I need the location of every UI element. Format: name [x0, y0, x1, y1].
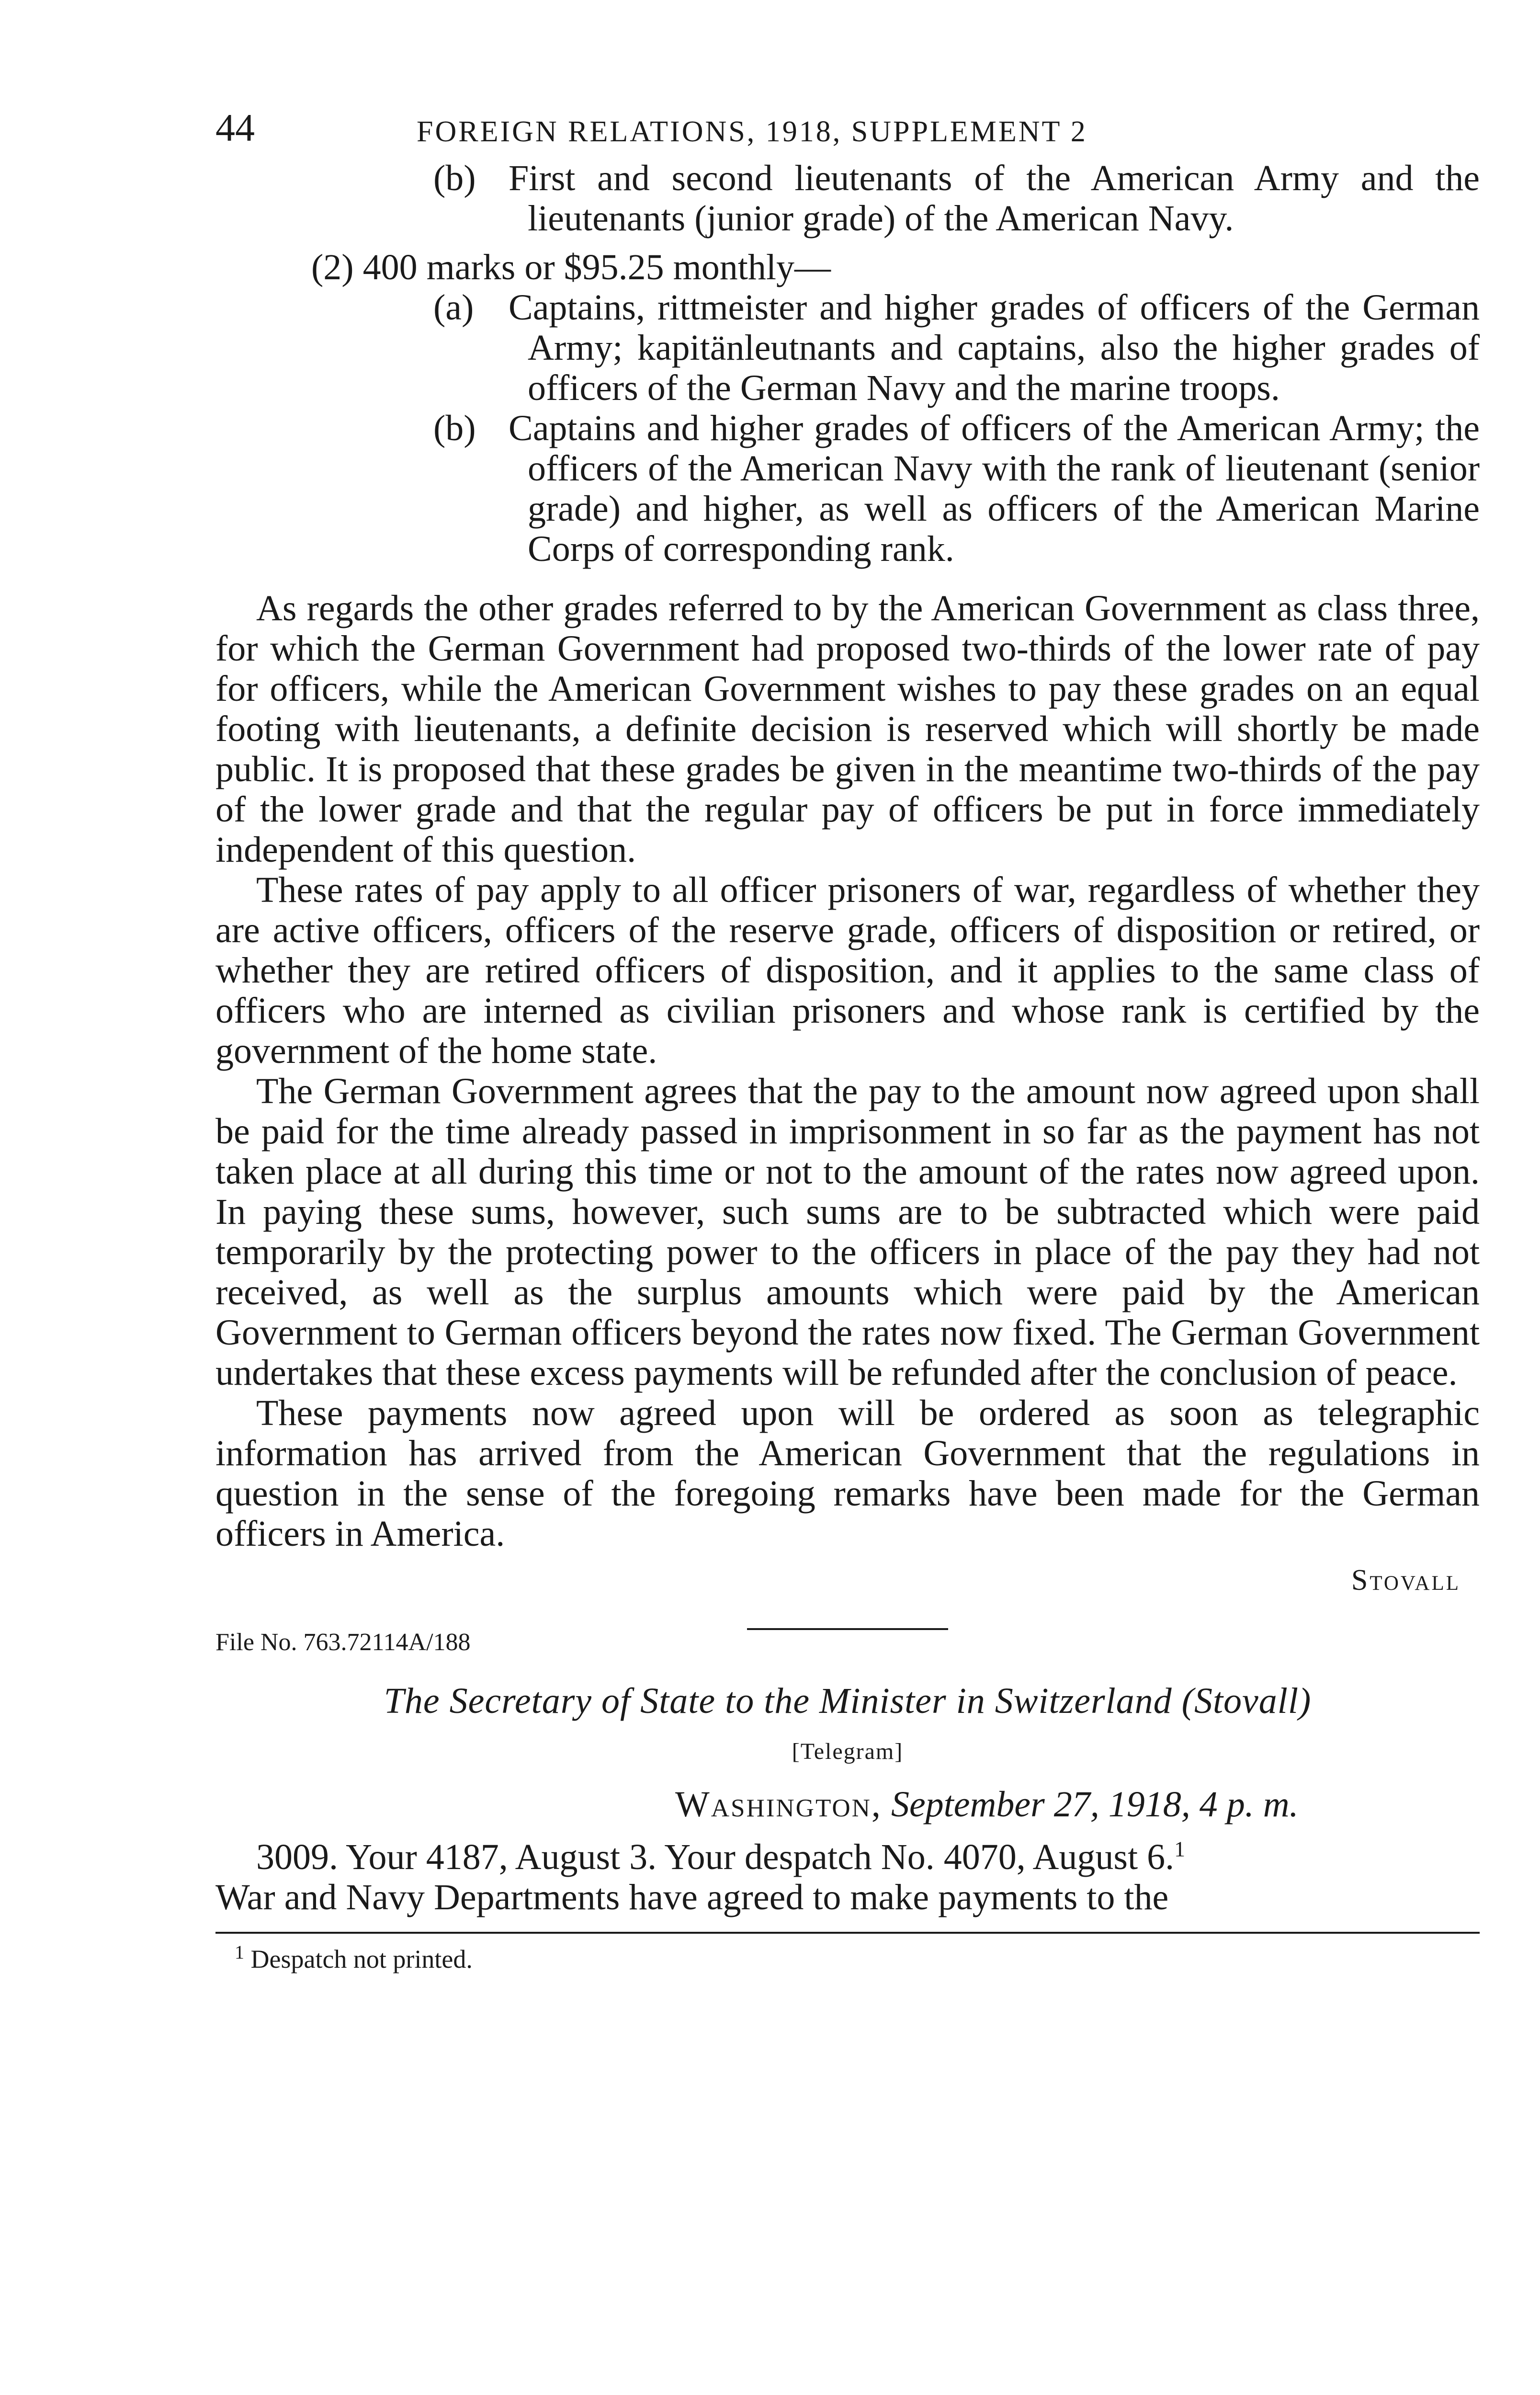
signature: Stovall: [1351, 1564, 1461, 1597]
section-divider: [747, 1628, 948, 1630]
footnote-text: Despatch not printed.: [250, 1945, 473, 1973]
main-text: [215, 158, 1480, 1554]
running-header: [215, 96, 1480, 153]
list-text: Captains, rittmeister and higher grades of officers of the German Army; kapitänleutnants and captains, also the higher grades of officers of the German Navy and the marine troops.: [509, 287, 1480, 408]
paragraph: These payments now agreed upon will be ordered as soon as telegraphic information has arrived from the American Government that the regulations in question in the sense of the foregoing remarks have been made for the German officers in America.: [215, 1393, 1480, 1554]
footnote-ref: 1: [1174, 1836, 1186, 1861]
document-title: The Secretary of State to the Minister in Switzerland (Stovall): [384, 1681, 1312, 1721]
dateline-date: September 27, 1918, 4 p. m.: [891, 1784, 1299, 1825]
document-type: [Telegram]: [792, 1739, 904, 1764]
list-label: (b): [433, 158, 476, 198]
file-number-row: [215, 1628, 1480, 1656]
paragraph: As regards the other grades referred to by the American Government as class three, for which the German Government had proposed two-thirds of the lower rate of pay for officers, while the American Government wishes to pay these grades on an equal footing with lieutenants, a definite decision is reserved which will shortly be made public. It is proposed that these grades be given in the meantime two-thirds of the pay of the lower grade and that the regular pay of officers be put in force immediately independent of this question.: [215, 588, 1480, 870]
list-text: First and second lieutenants of the American Army and the lieutenants (junior grade) of the American Navy.: [509, 158, 1480, 239]
list-label: (a): [433, 287, 474, 328]
list-text: 400 marks or $95.25 monthly—: [362, 247, 831, 287]
dateline: [215, 1784, 1480, 1825]
telegram-body: [215, 1837, 1480, 1917]
file-number: File No. 763.72114A/188: [215, 1629, 471, 1656]
list-text: Captains and higher grades of officers of the American Army; the officers of the American Navy with the rank of lieutenant (senior grade) and higher, as well as officers of the American Marine Corps of corresponding rank.: [509, 408, 1480, 569]
running-title: FOREIGN RELATIONS, 1918, SUPPLEMENT 2: [417, 115, 1087, 148]
footnote-divider: [215, 1932, 1480, 1934]
telegram-line: [215, 1837, 1480, 1877]
paragraph: The German Government agrees that the pay to the amount now agreed upon shall be paid for the time already passed in imprisonment in so far as the payment has not taken place at all during this time or not to the amount of the rates now agreed upon. In paying these sums, however, such sums are to be subtracted which were paid temporarily by the protecting power to the officers in place of the pay they had not received, as well as the surplus amounts which were paid by the American Government to German officers beyond the rates now fixed. The German Government undertakes that these excess payments will be refunded after the conclusion of peace.: [215, 1071, 1480, 1393]
paragraph: These rates of pay apply to all officer prisoners of war, regardless of whether they are active officers, officers of the reserve grade, officers of disposition or retired, or whether they are retired officers of disposition, and it applies to the same class of officers who are interned as civilian prisoners and whose rank is certified by the government of the home state.: [215, 870, 1480, 1071]
list-item-2: [311, 247, 1480, 287]
list-item-2b: [215, 408, 1480, 569]
page-number: 44: [215, 106, 255, 149]
list-label: (2): [311, 247, 354, 287]
list-item-1b: [215, 158, 1480, 239]
telegram-continuation: War and Navy Departments have agreed to make payments to the: [215, 1877, 1169, 1917]
list-item-2a: [215, 287, 1480, 408]
footnote: [215, 1941, 1480, 1974]
footnote-marker: 1: [235, 1941, 244, 1963]
list-label: (b): [433, 408, 476, 448]
telegram-text: 3009. Your 4187, August 3. Your despatch No. 4070, August 6.: [256, 1837, 1175, 1877]
document-page: [215, 96, 1480, 1974]
dateline-place: Washington,: [675, 1784, 882, 1825]
